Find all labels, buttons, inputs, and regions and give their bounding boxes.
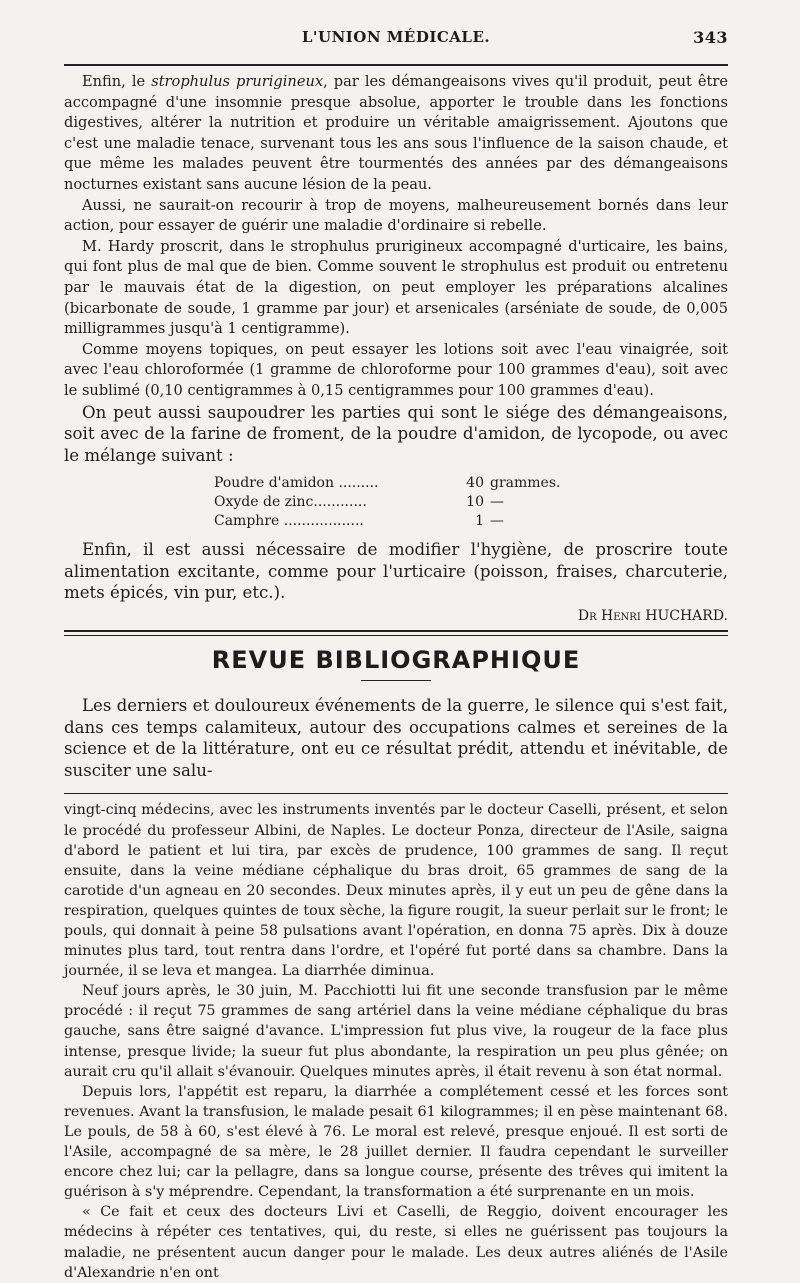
recipe-row xyxy=(214,493,728,512)
article-body xyxy=(64,72,728,624)
continued-text xyxy=(64,800,728,1282)
recipe-row xyxy=(214,474,728,493)
column-rule xyxy=(64,793,728,794)
title-short-rule xyxy=(361,680,431,681)
article-paragraph-1 xyxy=(64,72,728,196)
article-paragraph-4: Comme moyens topiques, on peut essayer les lotions soit avec l'eau vinaigrée, soit avec l'eau chloroformée (1 gramme de chloroforme pour 100 grammes d'eau), soit avec le sublimé (0,10 centigrammes à 0,15 centigrammes pour 100 grammes d'eau). xyxy=(64,340,728,399)
article-paragraph-2: Aussi, ne saurait-on recourir à trop de moyens, malheureusement bornés dans leur action, pour essayer de guérir une maladie d'ordinaire si rebelle. xyxy=(64,196,728,235)
ingredient-qty: 40 xyxy=(466,475,484,492)
ingredient-name: Poudre d'amidon ......... xyxy=(214,475,379,492)
journal-title: L'UNION MÉDICALE. xyxy=(301,28,491,46)
revue-paragraph-1: Les derniers et douloureux événements de la guerre, le silence qui s'est fait, dans ces temps calamiteux, autour des occupations calmes et sereines de la science et de la littérature, ont eu ce résultat prédit, attendu et inévitable, de susciter une salu- xyxy=(64,696,728,780)
running-head xyxy=(64,28,728,60)
paragraph-1-intro: Enfin, le xyxy=(82,73,152,90)
ingredient-qty: 1 xyxy=(475,513,484,530)
lower-paragraph-2: Neuf jours après, le 30 juin, M. Pacchiotti lui fit une seconde transfusion par le même procédé : il reçut 75 grammes de sang artériel dans la veine médiane céphalique du bras gauche, sans être saigné d'avance. L'impression fut plus vive, la rougeur de la face plus intense, presque livide; la sueur fut plus abondante, la respiration un peu plus gênée; on aurait cru qu'il allait s'évanouir. Quelques minutes après, il était revenu à son état normal. xyxy=(64,983,728,1080)
ingredient-unit: — xyxy=(490,494,504,511)
lower-paragraph-3: Depuis lors, l'appétit est reparu, la diarrhée a complétement cessé et les forces sont revenues. Avant la transfusion, le malade pesait 61 kilogrammes; il en pèse maintenant 68. Le pouls, de 58 à 60, s'est élevé à 76. Le moral est relevé, presque enjoué. Il est sorti de l'Asile, accompagné de sa mère, le 28 juillet dernier. Il faudra cependant le surveiller encore chez lui; car la pellagre, dans sa longue course, présente des trêves qui imitent la guérison à s'y méprendre. Cependant, la transformation a été surprenante en un mois. xyxy=(64,1083,728,1201)
article-paragraph-3: M. Hardy proscrit, dans le strophulus prurigineux accompagné d'urticaire, les bains, qui font plus de mal que de bien. Comme souvent le strophulus est produit ou entretenu par le mauvais état de la digestion, on peut employer les préparations alcalines (bicarbonate de soude, 1 gramme par jour) et arsenicales (arséniate de soude, de 0,005 milligrammes jusqu'à 1 centigramme). xyxy=(64,237,728,338)
ingredient-name: Oxyde de zinc............ xyxy=(214,494,367,511)
powder-recipe xyxy=(214,474,728,531)
header-rule xyxy=(64,64,728,66)
article-paragraph-5: On peut aussi saupoudrer les parties qui sont le siége des démangeaisons, soit avec de la farine de froment, de la poudre d'amidon, de lycopode, ou avec le mélange suivant : xyxy=(64,402,728,465)
ingredient-unit: grammes. xyxy=(490,475,561,492)
ingredient-unit: — xyxy=(490,513,504,530)
strophulus-italic: strophulus prurigineux xyxy=(151,73,324,90)
article-paragraph-6: Enfin, il est aussi nécessaire de modifier l'hygiène, de proscrire toute alimentation excitante, comme pour l'urticaire (poisson, fraises, charcuterie, mets épicés, vin pur, etc.). xyxy=(64,540,728,603)
page-number: 343 xyxy=(693,28,728,47)
paragraph-1-rest: , par les démangeaisons vives qu'il produit, peut être accompagné d'une insomnie presque absolue, apporter le trouble dans les fonctions digestives, altérer la nutrition et produire un véritable amaigrissement. Ajoutons que c'est une maladie tenace, survenant tous les ans sous l'influence de la saison chaude, et que même les malades peuvent être tourmentés des années par des démangeaisons nocturnes existant sans aucune lésion de la peau. xyxy=(64,73,728,193)
author-signature: Dr Henri HUCHARD. xyxy=(577,608,728,625)
section-title: REVUE BIBLIOGRAPHIQUE xyxy=(211,646,581,675)
recipe-row xyxy=(214,512,728,531)
ingredient-qty: 10 xyxy=(466,494,484,511)
ingredient-name: Camphre .................. xyxy=(214,513,364,530)
section-double-rule xyxy=(64,630,728,636)
lower-paragraph-4: « Ce fait et ceux des docteurs Livi et Caselli, de Reggio, doivent encourager les médecins à répéter ces tentatives, qui, du reste, si elles ne guérissent pas toujours la maladie, ne présentent aucun danger pour le malade. Les deux autres aliénés de l'Asile d'Alexandrie n'en ont xyxy=(64,1204,728,1281)
lower-paragraph-1: vingt-cinq médecins, avec les instruments inventés par le docteur Caselli, présent, et selon le procédé du professeur Albini, de Naples. Le docteur Ponza, directeur de l'Asile, saigna d'abord le patient et lui tira, par excès de prudence, 100 grammes de sang. Il reçut ensuite, dans la veine médiane céphalique du bras droit, 65 grammes de sang de la carotide d'un agneau en 20 secondes. Deux minutes après, il y eut un peu de gêne dans la respiration, quelques quintes de toux sèche, la figure rougit, la sueur perlait sur le front; le pouls, qui donnait à peine 58 pulsations avant l'opération, en donna 75 après. Dix à douze minutes plus tard, tout rentra dans l'ordre, et l'opéré fut porté dans sa chambre. Dans la journée, il se leva et mangea. La diarrhée diminua. xyxy=(64,802,728,980)
